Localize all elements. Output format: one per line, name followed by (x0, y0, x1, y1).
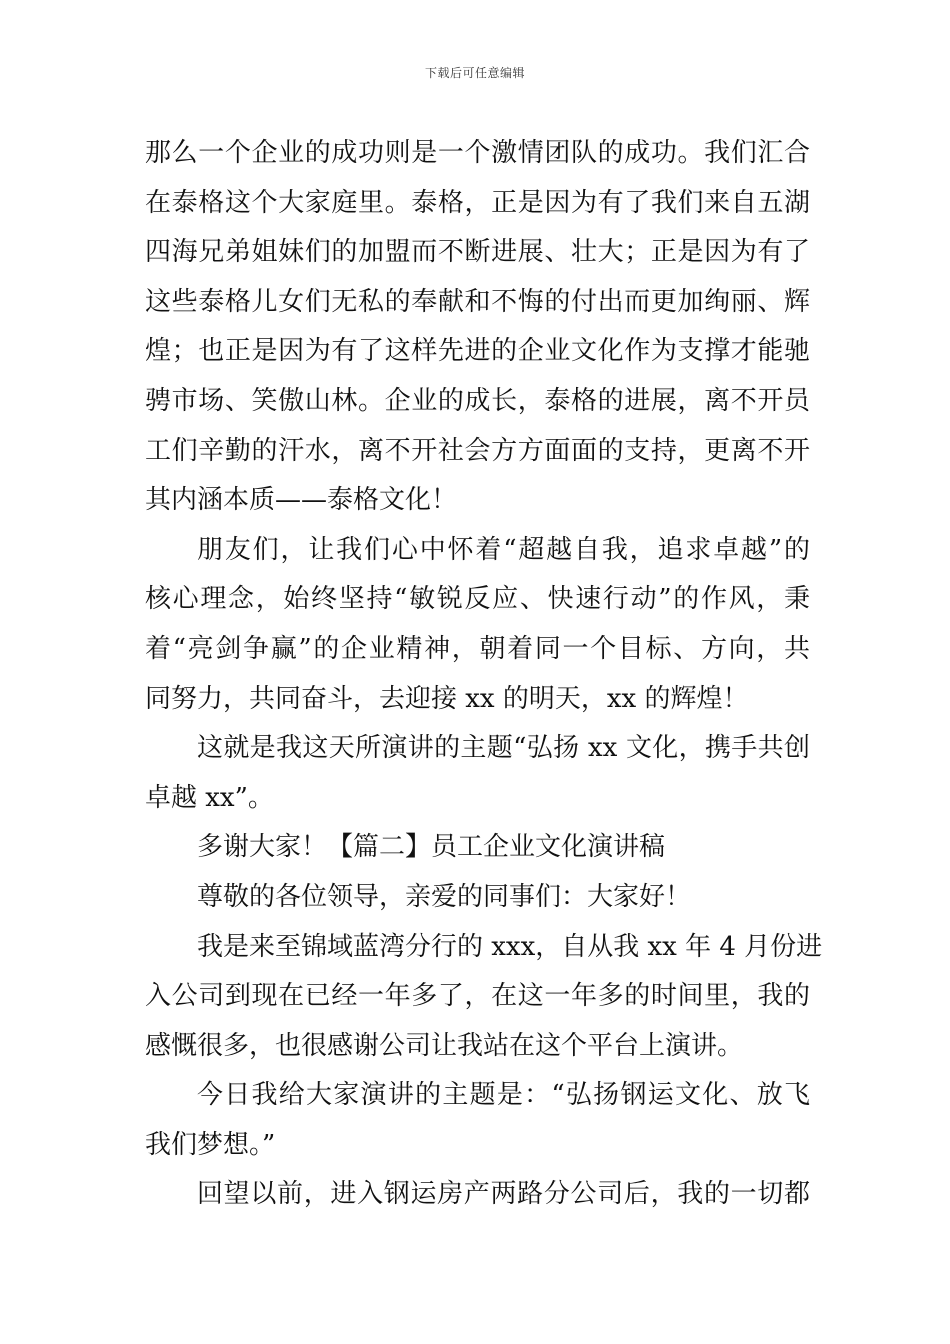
paragraph-line: 骋市场、笑傲山林。企业的成长，泰格的进展，离不开员 (145, 385, 810, 416)
paragraph-line: 核心理念，始终坚持“敏锐反应、快速行动”的作风，秉 (145, 584, 810, 615)
paragraph-line: 其内涵本质——泰格文化！ (145, 485, 458, 516)
paragraph-line: 这些泰格儿女们无私的奉献和不悔的付出而更加绚丽、辉 (145, 286, 810, 317)
paragraph-line: 我们梦想。” (145, 1129, 276, 1160)
paragraph-line: 这就是我这天所演讲的主题“弘扬 xx 文化，携手共创 (197, 733, 810, 764)
paragraph-line: 着“亮剑争赢”的企业精神，朝着同一个目标、方向，共 (145, 633, 810, 664)
paragraph-line: 同努力，共同奋斗，去迎接 xx 的明天，xx 的辉煌！ (145, 683, 749, 714)
paragraph-line: 卓越 xx”。 (145, 782, 274, 813)
paragraph-line: 那么一个企业的成功则是一个激情团队的成功。我们汇合 (145, 138, 810, 168)
paragraph-line: 工们辛勤的汗水，离不开社会方方面面的支持，更离不开 (145, 435, 810, 466)
paragraph-line: 煌；也正是因为有了这样先进的企业文化作为支撑才能驰 (145, 336, 810, 367)
paragraph-line: 今日我给大家演讲的主题是：“弘扬钢运文化、放飞 (197, 1080, 810, 1111)
paragraph-line: 多谢大家！【篇二】员工企业文化演讲稿 (197, 832, 666, 863)
paragraph-line: 在泰格这个大家庭里。泰格，正是因为有了我们来自五湖 (145, 187, 810, 218)
paragraph-line: 我是来至锦域蓝湾分行的 xxx，自从我 xx 年 4 月份进 (197, 931, 823, 962)
paragraph-line: 入公司到现在已经一年多了，在这一年多的时间里，我的 (145, 981, 810, 1012)
paragraph-line: 尊敬的各位领导，亲爱的同事们：大家好！ (197, 881, 692, 912)
document-body (145, 129, 823, 1220)
paragraph-line: 感慨很多，也很感谢公司让我站在这个平台上演讲。 (145, 1030, 744, 1061)
paragraph-line: 四海兄弟姐妹们的加盟而不断进展、壮大；正是因为有了 (145, 237, 810, 268)
paragraph-line: 回望以前，进入钢运房产两路分公司后，我的一切都 (197, 1179, 810, 1210)
paragraph-line: 朋友们，让我们心中怀着“超越自我，追求卓越”的 (197, 534, 810, 565)
page-header: 下载后可任意编辑 (424, 66, 525, 80)
